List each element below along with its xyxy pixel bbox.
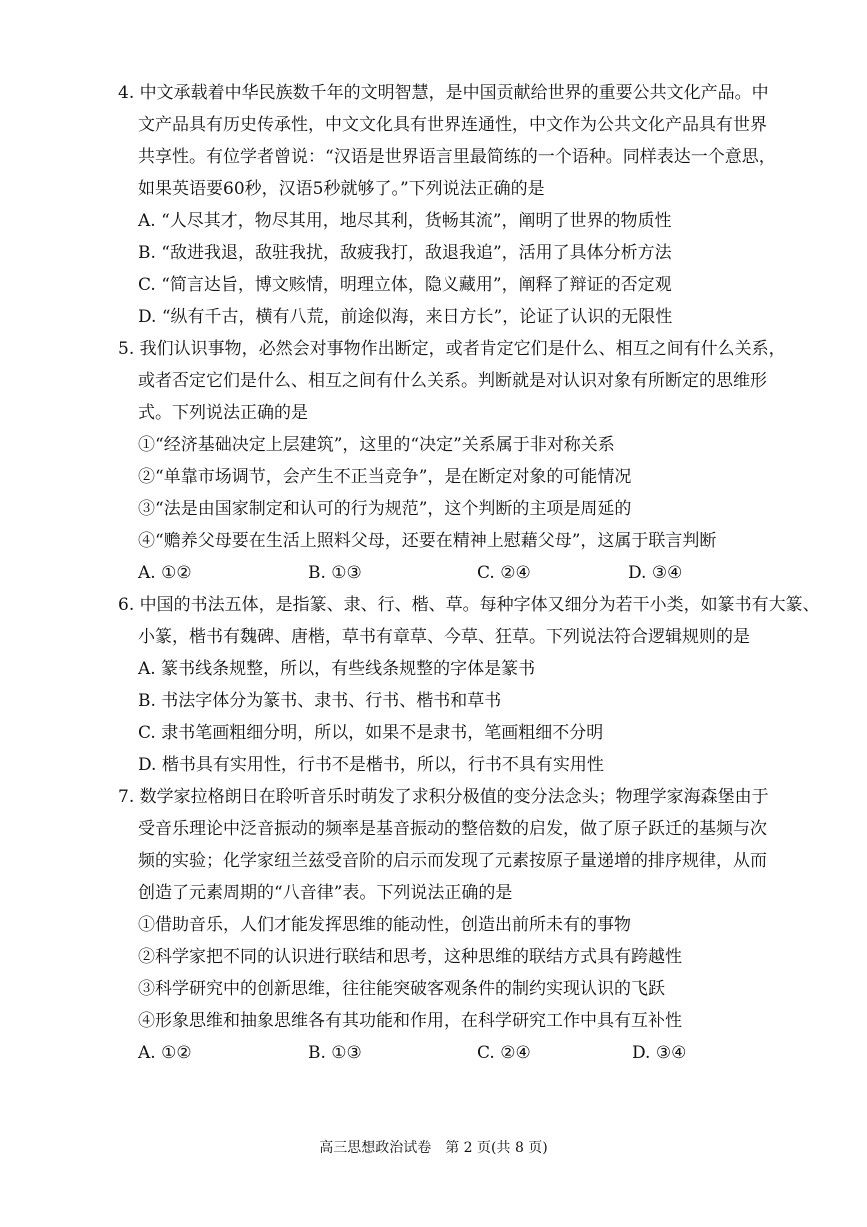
question-4-option-b: B. “敌进我退，敌驻我扰，敌疲我打，敌退我追”，活用了具体分析方法 <box>138 243 672 263</box>
question-4-line-3: 共享性。有位学者曾说：“汉语是世界语言里最简练的一个语种。同样表达一个意思， <box>138 147 776 167</box>
question-7-option-d: D. ③④ <box>632 1043 687 1063</box>
question-5-option-b: B. ①③ <box>308 563 362 583</box>
question-7-statement-3: ③科学研究中的创新思维，往往能突破客观条件的制约实现认识的飞跃 <box>138 979 665 999</box>
footer-page-number: 第 2 页(共 8 页) <box>445 1140 548 1156</box>
question-4-option-a: A. “人尽其才，物尽其用，地尽其利，货畅其流”，阐明了世界的物质性 <box>138 211 672 231</box>
question-7-line-4: 创造了元素周期的“八音律”表。下列说法正确的是 <box>138 883 513 903</box>
question-4-option-c: C. “简言达旨，博文赅情，明理立体，隐义藏用”，阐释了辩证的否定观 <box>138 275 672 295</box>
question-7-option-c: C. ②④ <box>477 1043 531 1063</box>
question-7-option-a: A. ①② <box>138 1043 192 1063</box>
question-5-line-2: 或者否定它们是什么、相互之间有什么关系。判断就是对认识对象有所断定的思维形 <box>138 371 767 391</box>
question-7-statement-4: ④形象思维和抽象思维各有其功能和作用，在科学研究工作中具有互补性 <box>138 1011 682 1031</box>
question-5-option-c: C. ②④ <box>477 563 531 583</box>
footer-title: 高三思想政治试卷 <box>319 1140 432 1156</box>
question-7-statement-1: ①借助音乐，人们才能发挥思维的能动性，创造出前所未有的事物 <box>138 915 631 935</box>
question-6-line-2: 小篆，楷书有魏碑、唐楷，草书有章草、今草、狂草。下列说法符合逻辑规则的是 <box>138 627 750 647</box>
question-7-line-2: 受音乐理论中泛音振动的频率是基音振动的整倍数的启发，做了原子跃迁的基频与次 <box>138 819 767 839</box>
question-6-option-a: A. 篆书线条规整，所以，有些线条规整的字体是篆书 <box>138 659 536 679</box>
page-footer <box>0 1137 867 1157</box>
question-4-line-4: 如果英语要60秒，汉语5秒就够了。”下列说法正确的是 <box>138 179 545 199</box>
question-6-option-c: C. 隶书笔画粗细分明，所以，如果不是隶书，笔画粗细不分明 <box>138 723 604 743</box>
question-5-line-1: 5. 我们认识事物，必然会对事物作出断定，或者肯定它们是什么、相互之间有什么关系， <box>118 339 786 359</box>
question-6-option-b: B. 书法字体分为篆书、隶书、行书、楷书和草书 <box>138 691 502 711</box>
question-7-line-1: 7. 数学家拉格朗日在聆听音乐时萌发了求积分极值的变分法念头；物理学家海森堡由于 <box>118 787 769 807</box>
question-7-option-b: B. ①③ <box>308 1043 362 1063</box>
question-5-line-3: 式。下列说法正确的是 <box>138 403 308 423</box>
question-5-statement-2: ②“单靠市场调节，会产生不正当竞争”，是在断定对象的可能情况 <box>138 467 632 487</box>
question-4-line-1: 4. 中文承载着中华民族数千年的文明智慧，是中国贡献给世界的重要公共文化产品。中 <box>118 83 769 103</box>
question-5-option-a: A. ①② <box>138 563 192 583</box>
question-7-statement-2: ②科学家把不同的认识进行联结和思考，这种思维的联结方式具有跨越性 <box>138 947 682 967</box>
question-4-line-2: 文产品具有历史传承性，中文文化具有世界连通性，中文作为公共文化产品具有世界 <box>138 115 767 135</box>
question-5-statement-4: ④“赡养父母要在生活上照料父母，还要在精神上慰藉父母”，这属于联言判断 <box>138 531 717 551</box>
question-5-statement-1: ①“经济基础决定上层建筑”，这里的“决定”关系属于非对称关系 <box>138 435 615 455</box>
question-6-line-1: 6. 中国的书法五体，是指篆、隶、行、楷、草。每种字体又细分为若干小类，如篆书有大篆、 <box>118 595 820 615</box>
question-5-statement-3: ③“法是由国家制定和认可的行为规范”，这个判断的主项是周延的 <box>138 499 632 519</box>
question-7-line-3: 频的实验；化学家纽兰兹受音阶的启示而发现了元素按原子量递增的排序规律，从而 <box>138 851 767 871</box>
question-5-option-d: D. ③④ <box>628 563 683 583</box>
question-6-option-d: D. 楷书具有实用性，行书不是楷书，所以，行书不具有实用性 <box>138 755 604 775</box>
question-4-option-d: D. “纵有千古，横有八荒，前途似海，来日方长”，论证了认识的无限性 <box>138 307 673 327</box>
